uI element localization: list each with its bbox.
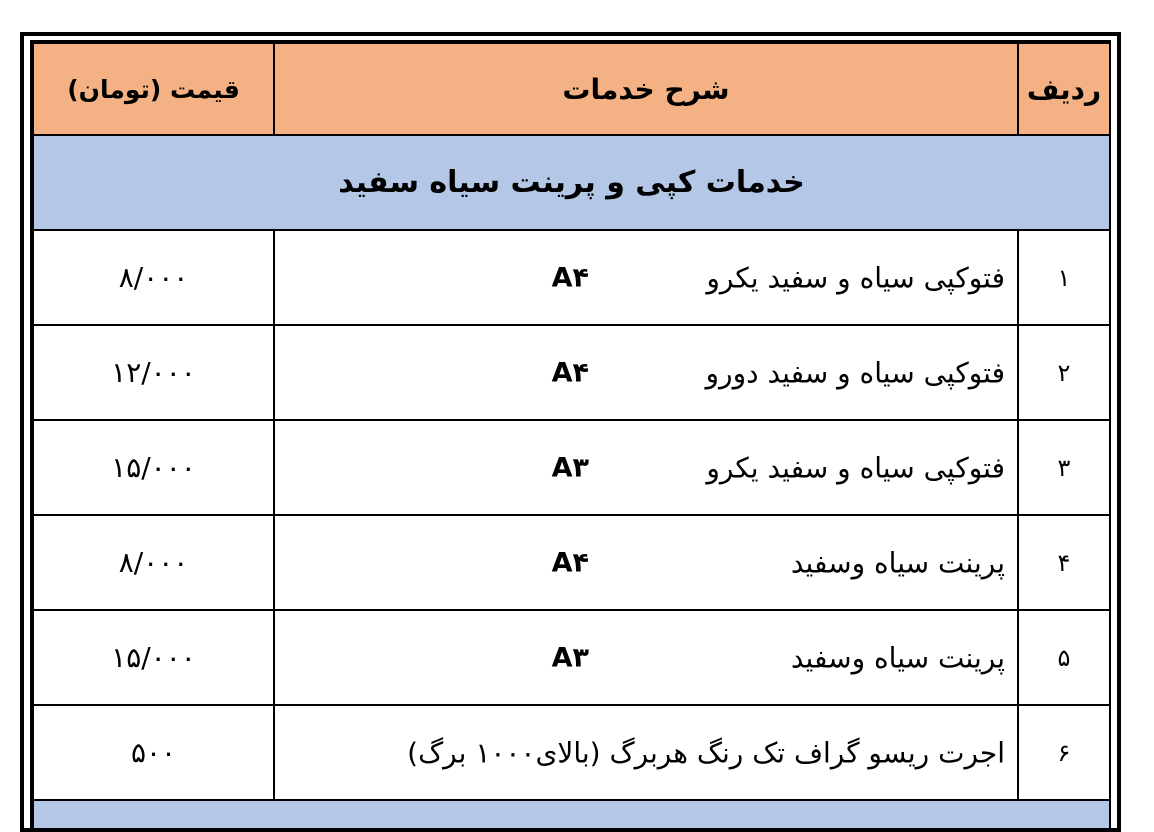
next-section-band bbox=[33, 800, 1110, 830]
header-price: قیمت (تومان) bbox=[33, 43, 274, 135]
row-price: ۸/۰۰۰ bbox=[33, 230, 274, 325]
row-number: ۲ bbox=[1018, 325, 1110, 420]
row-paper-size: A۴ bbox=[551, 357, 589, 388]
table-header-row bbox=[33, 43, 1110, 135]
table-row bbox=[33, 325, 1110, 420]
row-description: پرینت سیاه وسفید bbox=[790, 641, 1005, 674]
row-price: ۱۵/۰۰۰ bbox=[33, 420, 274, 515]
row-description-cell bbox=[274, 230, 1018, 325]
header-row-number: ردیف bbox=[1018, 43, 1110, 135]
row-price: ۱۲/۰۰۰ bbox=[33, 325, 274, 420]
table-row bbox=[33, 230, 1110, 325]
price-table-container bbox=[30, 40, 1111, 830]
header-description: شرح خدمات bbox=[274, 43, 1018, 135]
row-description-cell bbox=[274, 515, 1018, 610]
price-table bbox=[32, 42, 1111, 830]
row-price: ۸/۰۰۰ bbox=[33, 515, 274, 610]
row-description: پرینت سیاه وسفید bbox=[790, 546, 1005, 579]
row-price: ۱۵/۰۰۰ bbox=[33, 610, 274, 705]
row-description-cell bbox=[274, 705, 1018, 800]
row-description: اجرت ریسو گراف تک رنگ هربرگ (بالای۱۰۰۰ برگ) bbox=[407, 736, 1005, 769]
row-number: ۵ bbox=[1018, 610, 1110, 705]
row-paper-size: A۳ bbox=[551, 452, 589, 483]
row-description: فتوکپی سیاه و سفید دورو bbox=[705, 356, 1005, 389]
row-description-cell bbox=[274, 610, 1018, 705]
row-paper-size: A۴ bbox=[551, 262, 589, 293]
row-description-cell bbox=[274, 325, 1018, 420]
row-number: ۱ bbox=[1018, 230, 1110, 325]
next-section-row bbox=[33, 800, 1110, 830]
table-row bbox=[33, 420, 1110, 515]
row-number: ۳ bbox=[1018, 420, 1110, 515]
table-row bbox=[33, 515, 1110, 610]
section-row bbox=[33, 135, 1110, 230]
row-number: ۴ bbox=[1018, 515, 1110, 610]
row-description: فتوکپی سیاه و سفید یکرو bbox=[706, 451, 1005, 484]
row-number: ۶ bbox=[1018, 705, 1110, 800]
row-description: فتوکپی سیاه و سفید یکرو bbox=[706, 261, 1005, 294]
section-title: خدمات کپی و پرینت سیاه سفید bbox=[33, 135, 1110, 230]
row-description-cell bbox=[274, 420, 1018, 515]
row-paper-size: A۴ bbox=[551, 547, 589, 578]
table-row bbox=[33, 610, 1110, 705]
row-price: ۵۰۰ bbox=[33, 705, 274, 800]
row-paper-size: A۳ bbox=[551, 642, 589, 673]
table-row bbox=[33, 705, 1110, 800]
